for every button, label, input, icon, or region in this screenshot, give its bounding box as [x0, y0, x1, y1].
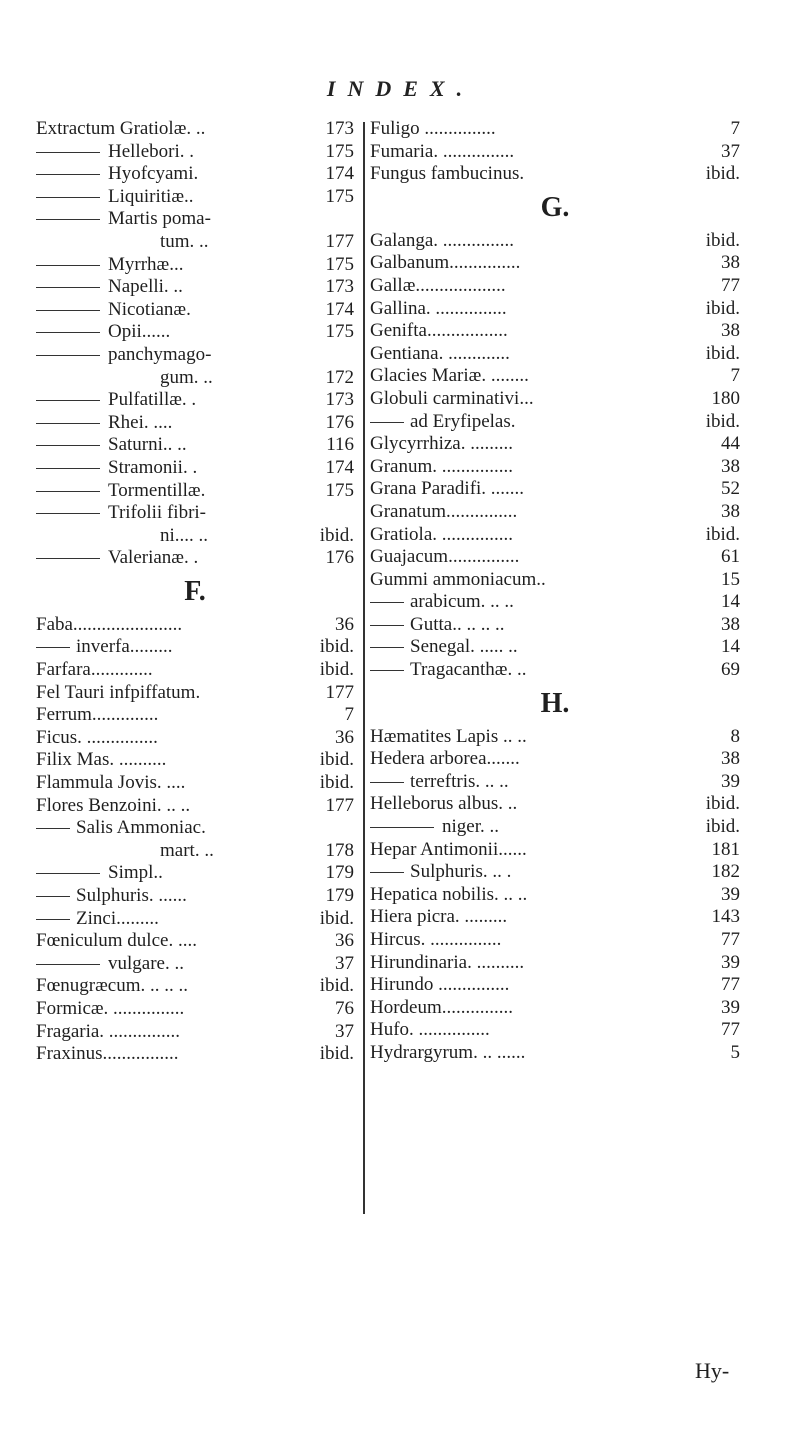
entry-page: ibid.	[319, 524, 354, 546]
section-letter: G.	[540, 191, 570, 223]
section-letter: H.	[540, 687, 570, 719]
entry-page: ibid.	[705, 163, 740, 185]
entry-page: 173	[325, 118, 354, 139]
index-entry	[36, 276, 354, 299]
entry-page: ibid.	[705, 297, 740, 319]
entry-term: Senegal. ..... ..	[410, 636, 518, 658]
index-entry	[370, 343, 740, 366]
entry-page: 174	[325, 163, 354, 185]
entry-term: terreftris. .. ..	[410, 770, 509, 792]
entry-page: 173	[325, 389, 354, 411]
entry-term: Salis Ammoniac.	[76, 817, 206, 839]
entry-page: 37	[721, 140, 740, 162]
entry-page: 173	[325, 276, 354, 298]
entry-term: Galbanum...............	[370, 252, 521, 274]
entry-term: Fumaria. ...............	[370, 140, 515, 162]
entry-page: 176	[325, 411, 354, 433]
ditto-dash	[370, 602, 404, 603]
entry-page: 176	[325, 547, 354, 569]
index-entry	[370, 141, 740, 164]
entry-page: 177	[325, 681, 354, 703]
ditto-dash	[370, 872, 404, 873]
entry-page: 38	[721, 613, 740, 635]
ditto-dash	[36, 896, 70, 897]
entry-page: 37	[335, 1020, 354, 1042]
entry-page: 39	[721, 770, 740, 792]
entry-page: ibid.	[319, 636, 354, 658]
entry-term: Glycyrrhiza. .........	[370, 433, 513, 455]
index-entry	[36, 163, 354, 186]
entry-page: 174	[325, 298, 354, 320]
entry-term: Pulfatillæ. .	[108, 389, 197, 411]
index-entry	[36, 208, 354, 231]
ditto-dash	[36, 287, 100, 288]
entry-page: 38	[721, 320, 740, 342]
index-entry	[36, 344, 354, 367]
index-entry	[36, 908, 354, 931]
entry-term: Fungus fambucinus.	[370, 163, 525, 185]
entry-page: 180	[711, 387, 740, 409]
entry-term: Valerianæ. .	[108, 547, 199, 569]
entry-term: Hydrargyrum. .. ......	[370, 1041, 526, 1063]
index-entry	[36, 659, 354, 682]
entry-page: ibid.	[705, 342, 740, 364]
entry-page: 14	[721, 636, 740, 658]
index-entry	[36, 614, 354, 637]
index-entry	[36, 682, 354, 705]
ditto-dash	[36, 423, 100, 424]
ditto-dash	[370, 647, 404, 648]
index-entry	[36, 1021, 354, 1044]
entry-page: ibid.	[319, 749, 354, 771]
index-entry	[36, 1043, 354, 1066]
index-entry	[36, 704, 354, 727]
index-entry	[370, 275, 740, 298]
entry-term: mart. ..	[160, 839, 214, 861]
entry-page: 38	[721, 748, 740, 770]
ditto-dash	[36, 828, 70, 829]
index-entry	[370, 411, 740, 434]
entry-term: Simpl..	[108, 862, 163, 884]
index-entry	[36, 525, 354, 548]
index-entry	[36, 231, 354, 254]
index-column-right	[370, 118, 740, 1065]
entry-term: Gallina. ...............	[370, 297, 507, 319]
entry-term: Sulphuris. .. .	[410, 861, 512, 883]
entry-page: 38	[721, 455, 740, 477]
entry-page: 7	[730, 118, 740, 139]
index-entry	[370, 388, 740, 411]
entry-term: niger. ..	[442, 816, 499, 838]
index-entry	[370, 929, 740, 952]
index-entry	[36, 502, 354, 525]
entry-term: Granatum...............	[370, 500, 518, 522]
index-entry	[36, 254, 354, 277]
entry-term: Rhei. ....	[108, 411, 173, 433]
entry-term: Saturni.. ..	[108, 434, 187, 456]
entry-page: 7	[730, 365, 740, 387]
entry-term: Gratiola. ...............	[370, 523, 514, 545]
index-entry	[36, 389, 354, 412]
ditto-dash	[370, 782, 404, 783]
index-entry	[36, 299, 354, 322]
entry-term: Faba.......................	[36, 613, 183, 635]
entry-page: 77	[721, 1019, 740, 1041]
entry-term: Myrrhæ...	[108, 253, 184, 275]
entry-term: inverfa.........	[76, 636, 173, 658]
ditto-dash	[36, 174, 100, 175]
entry-page: 14	[721, 591, 740, 613]
index-entry	[36, 975, 354, 998]
index-entry	[370, 365, 740, 388]
entry-term: Martis poma-	[108, 208, 211, 230]
entry-term: ni.... ..	[160, 524, 209, 546]
entry-page: 36	[335, 726, 354, 748]
entry-term: Hufo. ...............	[370, 1019, 490, 1041]
entry-page: 172	[325, 366, 354, 388]
entry-term: Galanga. ...............	[370, 229, 515, 251]
index-entry	[370, 861, 740, 884]
entry-term: Glacies Mariæ. ........	[370, 365, 529, 387]
entry-term: Hirundinaria. ..........	[370, 951, 525, 973]
entry-page: 175	[325, 479, 354, 501]
entry-term: vulgare. ..	[108, 952, 184, 974]
entry-page: 44	[721, 433, 740, 455]
entry-term: Flores Benzoini. .. ..	[36, 794, 191, 816]
entry-term: Liquiritiæ..	[108, 185, 194, 207]
entry-term: Ficus. ...............	[36, 726, 158, 748]
ditto-dash	[36, 310, 100, 311]
index-entry	[36, 817, 354, 840]
entry-term: Gutta.. .. .. ..	[410, 613, 505, 635]
ditto-dash	[36, 445, 100, 446]
column-divider	[363, 122, 365, 1214]
index-entry	[370, 1019, 740, 1042]
ditto-dash	[370, 670, 404, 671]
entry-page: ibid.	[319, 907, 354, 929]
entry-term: Hepatica nobilis. .. ..	[370, 883, 528, 905]
index-entry	[370, 230, 740, 253]
index-entry	[370, 906, 740, 929]
index-entry	[370, 501, 740, 524]
index-entry	[36, 749, 354, 772]
entry-term: Hæmatites Lapis .. ..	[370, 725, 527, 747]
entry-term: Fœniculum dulce. ....	[36, 930, 197, 952]
entry-term: tum. ..	[160, 230, 209, 252]
index-entry	[370, 546, 740, 569]
entry-page: 181	[711, 838, 740, 860]
ditto-dash	[36, 513, 100, 514]
ditto-dash	[36, 265, 100, 266]
entry-term: Fraxinus................	[36, 1043, 179, 1065]
index-entry	[36, 480, 354, 503]
index-entry	[370, 478, 740, 501]
ditto-dash	[36, 491, 100, 492]
index-entry	[36, 186, 354, 209]
entry-term: Hellebori. .	[108, 140, 195, 162]
entry-term: Formicæ. ...............	[36, 997, 185, 1019]
ditto-dash	[36, 355, 100, 356]
index-entry	[36, 727, 354, 750]
index-entry	[370, 433, 740, 456]
ditto-dash	[36, 558, 100, 559]
entry-page: 143	[711, 906, 740, 928]
entry-term: Napelli. ..	[108, 276, 183, 298]
index-entry	[370, 997, 740, 1020]
entry-term: Nicotianæ.	[108, 298, 191, 320]
entry-page: 177	[325, 230, 354, 252]
ditto-dash	[36, 919, 70, 920]
index-entry	[370, 163, 740, 186]
entry-page: ibid.	[705, 793, 740, 815]
index-entry	[370, 771, 740, 794]
ditto-dash	[36, 400, 100, 401]
entry-page: 182	[711, 861, 740, 883]
entry-page: 39	[721, 951, 740, 973]
entry-term: panchymago-	[108, 343, 212, 365]
index-entry	[36, 885, 354, 908]
index-entry	[370, 974, 740, 997]
entry-page: 175	[325, 253, 354, 275]
ditto-dash	[36, 964, 100, 965]
entry-page: 179	[325, 862, 354, 884]
index-entry	[370, 659, 740, 682]
entry-term: Hedera arborea.......	[370, 748, 520, 770]
entry-term: Fœnugræcum. .. .. ..	[36, 975, 188, 997]
entry-page: 36	[335, 930, 354, 952]
entry-term: Fragaria. ...............	[36, 1020, 181, 1042]
index-entry	[370, 952, 740, 975]
entry-page: 39	[721, 996, 740, 1018]
index-entry	[370, 793, 740, 816]
entry-term: Sulphuris. ......	[76, 885, 187, 906]
entry-page: 77	[721, 929, 740, 950]
entry-page: 37	[335, 952, 354, 974]
index-entry	[370, 456, 740, 479]
entry-page: 15	[721, 568, 740, 590]
entry-term: Genifta.................	[370, 320, 508, 342]
entry-page: ibid.	[319, 1043, 354, 1065]
entry-page: ibid.	[319, 772, 354, 794]
entry-page: ibid.	[319, 659, 354, 681]
ditto-dash	[36, 197, 100, 198]
entry-term: Guajacum...............	[370, 546, 520, 568]
entry-page: ibid.	[705, 523, 740, 545]
index-entry	[370, 569, 740, 592]
index-entry	[370, 636, 740, 659]
catchword: Hy-	[695, 1358, 730, 1383]
index-entry	[36, 141, 354, 164]
entry-page: 76	[335, 997, 354, 1019]
entry-page: 116	[326, 434, 354, 456]
entry-page: ibid.	[705, 816, 740, 838]
entry-term: ad Eryfipelas.	[410, 410, 516, 432]
index-entry	[36, 457, 354, 480]
entry-page: 179	[325, 885, 354, 906]
entry-page: 7	[344, 704, 354, 726]
index-entry	[370, 1042, 740, 1065]
entry-term: Grana Paradifi. .......	[370, 478, 525, 500]
index-entry	[370, 591, 740, 614]
index-entry	[370, 320, 740, 343]
entry-page: ibid.	[705, 410, 740, 432]
entry-term: Gallæ...................	[370, 274, 506, 296]
index-entry	[36, 795, 354, 818]
ditto-dash	[370, 422, 404, 423]
entry-term: Tormentillæ.	[108, 479, 206, 501]
index-entry	[36, 840, 354, 863]
entry-term: Tragacanthæ. ..	[410, 659, 527, 681]
entry-page: 175	[325, 185, 354, 207]
ditto-dash	[36, 873, 100, 874]
entry-term: Stramonii. .	[108, 456, 198, 478]
entry-term: Hiera picra. .........	[370, 906, 508, 928]
index-entry	[36, 953, 354, 976]
index-entry	[36, 930, 354, 953]
entry-page: 69	[721, 659, 740, 681]
entry-term: Farfara.............	[36, 659, 153, 681]
entry-term: Zinci.........	[76, 907, 159, 929]
entry-term: Hepar Antimonii......	[370, 838, 527, 860]
ditto-dash	[36, 152, 100, 153]
index-entry	[36, 412, 354, 435]
index-entry	[370, 298, 740, 321]
entry-term: Ferrum..............	[36, 704, 159, 726]
entry-term: Fuligo ...............	[370, 118, 496, 139]
index-entry	[36, 636, 354, 659]
entry-term: arabicum. .. ..	[410, 591, 514, 613]
entry-term: Gentiana. .............	[370, 342, 510, 364]
index-entry	[370, 118, 740, 141]
index-entry	[370, 614, 740, 637]
ditto-dash	[36, 332, 100, 333]
entry-term: Extractum Gratiolæ. ..	[36, 118, 206, 139]
index-entry	[36, 118, 354, 141]
entry-page: ibid.	[705, 229, 740, 251]
index-entry	[370, 839, 740, 862]
entry-term: gum. ..	[160, 366, 213, 388]
index-entry	[36, 772, 354, 795]
entry-page: 36	[335, 613, 354, 635]
index-entry	[36, 998, 354, 1021]
entry-page: 39	[721, 883, 740, 905]
entry-term: Flammula Jovis. ....	[36, 772, 186, 794]
index-entry	[370, 252, 740, 275]
entry-page: 38	[721, 252, 740, 274]
entry-term: Hyofcyami.	[108, 163, 199, 185]
entry-page: 175	[325, 321, 354, 343]
index-entry	[36, 862, 354, 885]
index-entry	[370, 816, 740, 839]
index-entry	[370, 884, 740, 907]
index-entry	[370, 726, 740, 749]
page-header: INDEX.	[326, 76, 475, 101]
entry-term: Hirundo ...............	[370, 974, 510, 996]
index-column-left	[36, 118, 354, 1066]
index-entry	[36, 367, 354, 390]
ditto-dash	[370, 827, 434, 828]
entry-page: 177	[325, 794, 354, 816]
entry-term: Hircus. ...............	[370, 929, 502, 950]
entry-term: Granum. ...............	[370, 455, 514, 477]
entry-page: 178	[325, 839, 354, 861]
index-entry	[370, 524, 740, 547]
entry-page: 5	[730, 1041, 740, 1063]
ditto-dash	[36, 468, 100, 469]
entry-page: 174	[325, 456, 354, 478]
entry-page: 52	[721, 478, 740, 500]
entry-page: 77	[721, 274, 740, 296]
entry-term: Trifolii fibri-	[108, 502, 206, 524]
ditto-dash	[370, 625, 404, 626]
index-entry	[36, 434, 354, 457]
entry-page: ibid.	[319, 975, 354, 997]
ditto-dash	[36, 647, 70, 648]
section-letter: F.	[184, 575, 206, 607]
entry-term: Helleborus albus. ..	[370, 793, 518, 815]
ditto-dash	[36, 219, 100, 220]
entry-page: 61	[721, 546, 740, 568]
entry-term: Filix Mas. ..........	[36, 749, 167, 771]
entry-term: Fel Tauri infpiffatum.	[36, 681, 201, 703]
entry-page: 175	[325, 140, 354, 162]
index-entry	[370, 748, 740, 771]
index-entry	[36, 321, 354, 344]
entry-page: 77	[721, 974, 740, 996]
entry-term: Opii......	[108, 321, 171, 343]
index-entry	[36, 547, 354, 570]
entry-term: Hordeum...............	[370, 996, 514, 1018]
entry-page: 8	[730, 725, 740, 747]
entry-page: 38	[721, 500, 740, 522]
entry-term: Globuli carminativi...	[370, 387, 534, 409]
entry-term: Gummi ammoniacum..	[370, 568, 546, 590]
